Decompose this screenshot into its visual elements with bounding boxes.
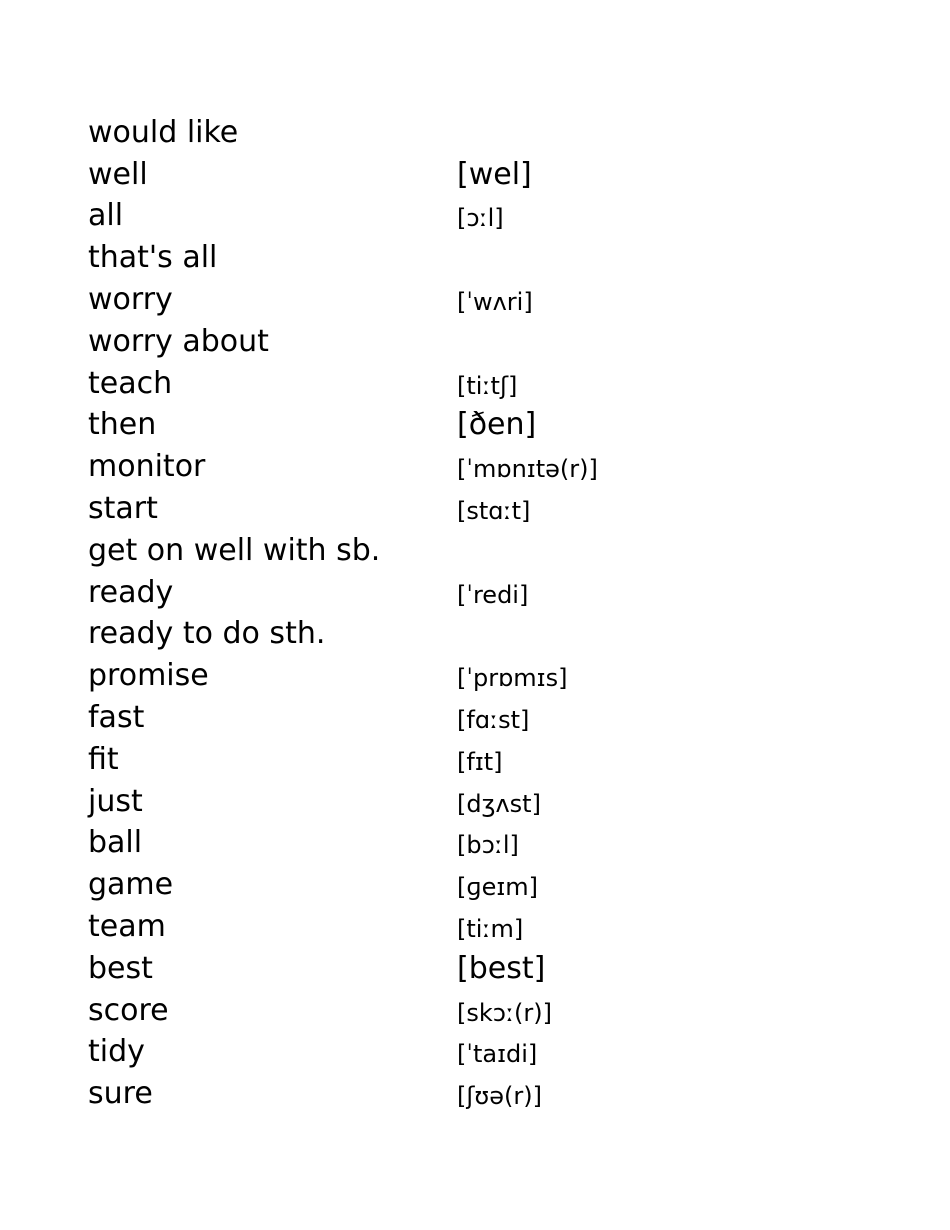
vocab-row (88, 446, 868, 488)
vocab-word: then (88, 407, 157, 443)
vocab-row (88, 697, 868, 739)
vocab-word: worry about (88, 323, 269, 359)
vocab-word: monitor (88, 449, 206, 485)
vocab-phonetic: [ˈredi] (457, 580, 529, 609)
vocab-phonetic: [best] (457, 950, 546, 986)
vocab-phonetic: [tiːtʃ] (457, 371, 518, 400)
vocab-row (88, 572, 868, 614)
vocab-word: ball (88, 825, 143, 861)
vocab-phonetic: [fɑːst] (457, 705, 530, 734)
vocab-row (88, 279, 868, 321)
vocab-word: best (88, 950, 153, 986)
vocab-row (88, 823, 868, 865)
vocab-phonetic: [ˈwʌri] (457, 287, 533, 316)
vocab-phonetic: [stɑːt] (457, 496, 531, 525)
vocab-row (88, 112, 868, 154)
vocab-word: ready (88, 574, 174, 610)
vocab-row (88, 948, 868, 990)
vocab-phonetic: [fɪt] (457, 747, 503, 776)
vocab-word: teach (88, 365, 173, 401)
vocabulary-list (88, 112, 868, 1115)
vocab-word: sure (88, 1076, 153, 1112)
vocab-word: that's all (88, 240, 218, 276)
vocab-phonetic: [dʒʌst] (457, 789, 541, 818)
vocab-word: game (88, 867, 174, 903)
vocab-row (88, 196, 868, 238)
vocab-word: fast (88, 699, 145, 735)
vocab-row (88, 405, 868, 447)
vocab-row (88, 864, 868, 906)
vocab-row (88, 655, 868, 697)
vocab-row (88, 530, 868, 572)
vocab-word: fit (88, 741, 119, 777)
vocab-row (88, 781, 868, 823)
vocab-word: ready to do sth. (88, 616, 326, 652)
vocab-word: all (88, 198, 124, 234)
vocab-phonetic: [ðen] (457, 407, 537, 443)
vocab-row (88, 614, 868, 656)
vocab-word: worry (88, 281, 173, 317)
vocab-word: well (88, 156, 148, 192)
vocab-row (88, 906, 868, 948)
vocab-phonetic: [ɔːl] (457, 204, 504, 233)
vocab-word: just (88, 783, 143, 819)
vocab-phonetic: [ʃʊə(r)] (457, 1082, 542, 1111)
vocab-word: get on well with sb. (88, 532, 381, 568)
vocab-phonetic: [ˈprɒmɪs] (457, 664, 568, 693)
vocab-row (88, 237, 868, 279)
vocab-word: start (88, 490, 158, 526)
vocab-word: would like (88, 114, 239, 150)
vocab-phonetic: [tiːm] (457, 914, 524, 943)
vocab-row (88, 488, 868, 530)
vocab-row (88, 154, 868, 196)
vocab-word: tidy (88, 1034, 145, 1070)
vocab-row (88, 1032, 868, 1074)
vocab-word: score (88, 992, 169, 1028)
vocab-row (88, 739, 868, 781)
vocab-phonetic: [skɔː(r)] (457, 998, 552, 1027)
vocab-row (88, 363, 868, 405)
vocab-phonetic: [ˈmɒnɪtə(r)] (457, 455, 598, 484)
vocab-row (88, 321, 868, 363)
vocab-phonetic: [ɡeɪm] (457, 873, 539, 902)
vocab-row (88, 990, 868, 1032)
vocab-phonetic: [bɔːl] (457, 831, 519, 860)
vocab-phonetic: [ˈtaɪdi] (457, 1040, 538, 1069)
vocab-word: team (88, 908, 166, 944)
vocab-row (88, 1073, 868, 1115)
vocab-phonetic: [wel] (457, 156, 532, 192)
vocab-word: promise (88, 658, 209, 694)
